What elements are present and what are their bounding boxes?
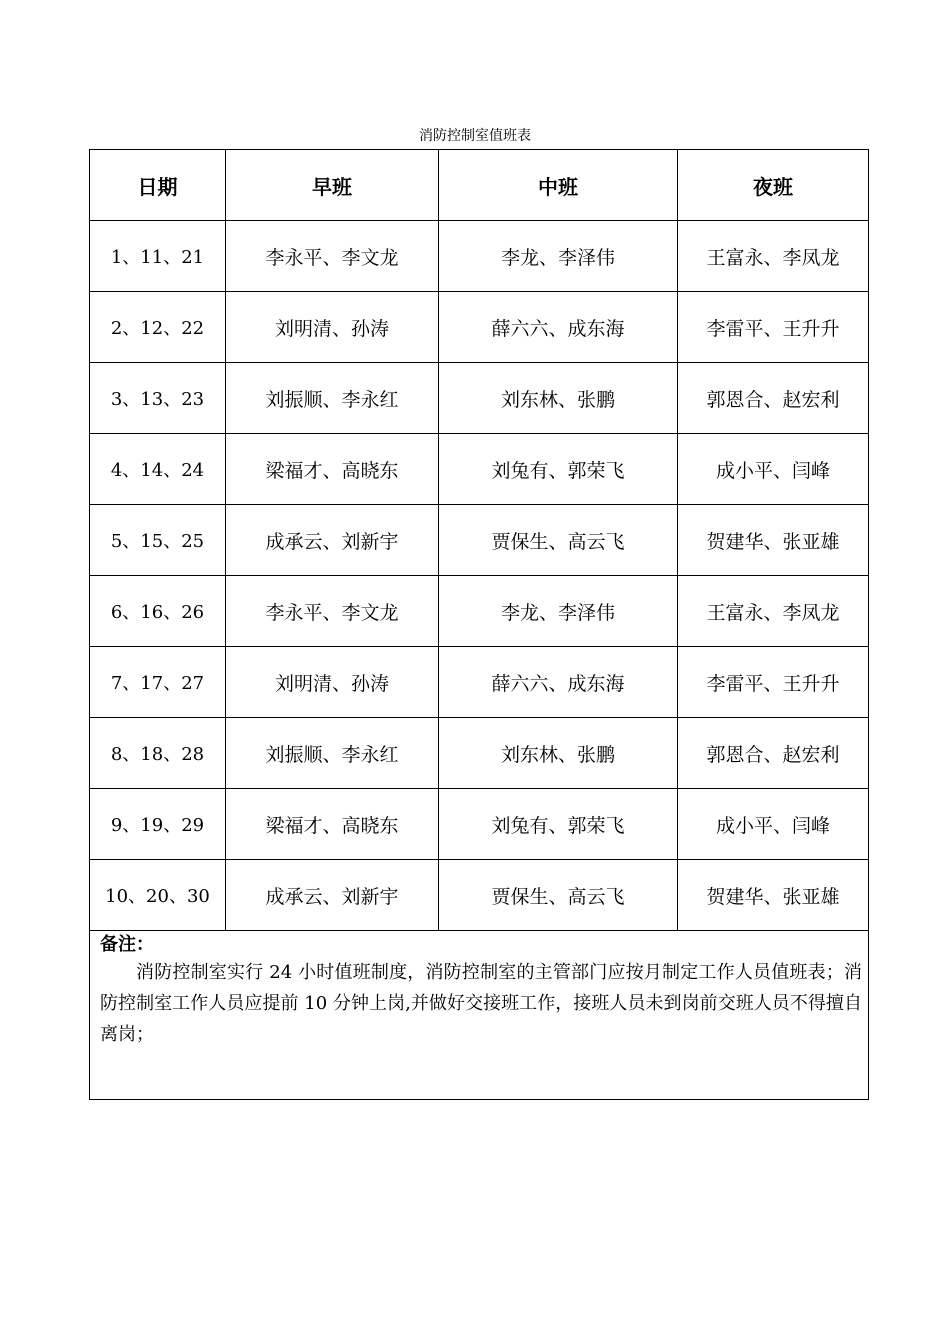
date-cell: 3、13、23 bbox=[90, 363, 226, 434]
header-date: 日期 bbox=[90, 150, 226, 221]
table-row bbox=[90, 789, 869, 860]
header-night-shift: 夜班 bbox=[678, 150, 869, 221]
morning-shift-cell: 李永平、李文龙 bbox=[226, 221, 439, 292]
remarks-row bbox=[90, 931, 869, 1100]
header-morning-shift: 早班 bbox=[226, 150, 439, 221]
table-row bbox=[90, 434, 869, 505]
remarks-text: 消防控制室实行 24 小时值班制度，消防控制室的主管部门应按月制定工作人员值班表；消防控制室工作人员应提前 10 分钟上岗,并做好交接班工作，接班人员未到岗前交班人员不得擅自离岗； bbox=[100, 962, 862, 1045]
duty-schedule-table bbox=[89, 149, 869, 1100]
middle-shift-cell: 刘兔有、郭荣飞 bbox=[439, 434, 678, 505]
date-cell: 5、15、25 bbox=[90, 505, 226, 576]
night-shift-cell: 成小平、闫峰 bbox=[678, 789, 869, 860]
night-shift-cell: 成小平、闫峰 bbox=[678, 434, 869, 505]
date-cell: 10、20、30 bbox=[90, 860, 226, 931]
middle-shift-cell: 李龙、李泽伟 bbox=[439, 221, 678, 292]
night-shift-cell: 贺建华、张亚雄 bbox=[678, 860, 869, 931]
document-title: 消防控制室值班表 bbox=[419, 128, 531, 144]
table-row bbox=[90, 718, 869, 789]
morning-shift-cell: 成承云、刘新宇 bbox=[226, 505, 439, 576]
morning-shift-cell: 刘明清、孙涛 bbox=[226, 647, 439, 718]
table-row bbox=[90, 363, 869, 434]
table-header-row bbox=[90, 150, 869, 221]
table-row bbox=[90, 647, 869, 718]
table-row bbox=[90, 221, 869, 292]
header-middle-shift: 中班 bbox=[439, 150, 678, 221]
date-cell: 8、18、28 bbox=[90, 718, 226, 789]
table-row bbox=[90, 576, 869, 647]
middle-shift-cell: 刘东林、张鹏 bbox=[439, 718, 678, 789]
middle-shift-cell: 薛六六、成东海 bbox=[439, 647, 678, 718]
date-cell: 6、16、26 bbox=[90, 576, 226, 647]
morning-shift-cell: 梁福才、高晓东 bbox=[226, 434, 439, 505]
morning-shift-cell: 梁福才、高晓东 bbox=[226, 789, 439, 860]
date-cell: 1、11、21 bbox=[90, 221, 226, 292]
night-shift-cell: 李雷平、王升升 bbox=[678, 647, 869, 718]
table-row bbox=[90, 292, 869, 363]
middle-shift-cell: 刘兔有、郭荣飞 bbox=[439, 789, 678, 860]
morning-shift-cell: 刘振顺、李永红 bbox=[226, 718, 439, 789]
night-shift-cell: 王富永、李凤龙 bbox=[678, 576, 869, 647]
middle-shift-cell: 李龙、李泽伟 bbox=[439, 576, 678, 647]
date-cell: 4、14、24 bbox=[90, 434, 226, 505]
morning-shift-cell: 刘振顺、李永红 bbox=[226, 363, 439, 434]
morning-shift-cell: 李永平、李文龙 bbox=[226, 576, 439, 647]
night-shift-cell: 王富永、李凤龙 bbox=[678, 221, 869, 292]
night-shift-cell: 贺建华、张亚雄 bbox=[678, 505, 869, 576]
morning-shift-cell: 刘明清、孙涛 bbox=[226, 292, 439, 363]
morning-shift-cell: 成承云、刘新宇 bbox=[226, 860, 439, 931]
table-row bbox=[90, 860, 869, 931]
night-shift-cell: 李雷平、王升升 bbox=[678, 292, 869, 363]
night-shift-cell: 郭恩合、赵宏利 bbox=[678, 718, 869, 789]
remarks-label: 备注： bbox=[100, 934, 154, 955]
remarks-cell bbox=[90, 931, 869, 1100]
table-row bbox=[90, 505, 869, 576]
date-cell: 7、17、27 bbox=[90, 647, 226, 718]
middle-shift-cell: 贾保生、高云飞 bbox=[439, 505, 678, 576]
night-shift-cell: 郭恩合、赵宏利 bbox=[678, 363, 869, 434]
middle-shift-cell: 薛六六、成东海 bbox=[439, 292, 678, 363]
date-cell: 9、19、29 bbox=[90, 789, 226, 860]
date-cell: 2、12、22 bbox=[90, 292, 226, 363]
middle-shift-cell: 刘东林、张鹏 bbox=[439, 363, 678, 434]
middle-shift-cell: 贾保生、高云飞 bbox=[439, 860, 678, 931]
